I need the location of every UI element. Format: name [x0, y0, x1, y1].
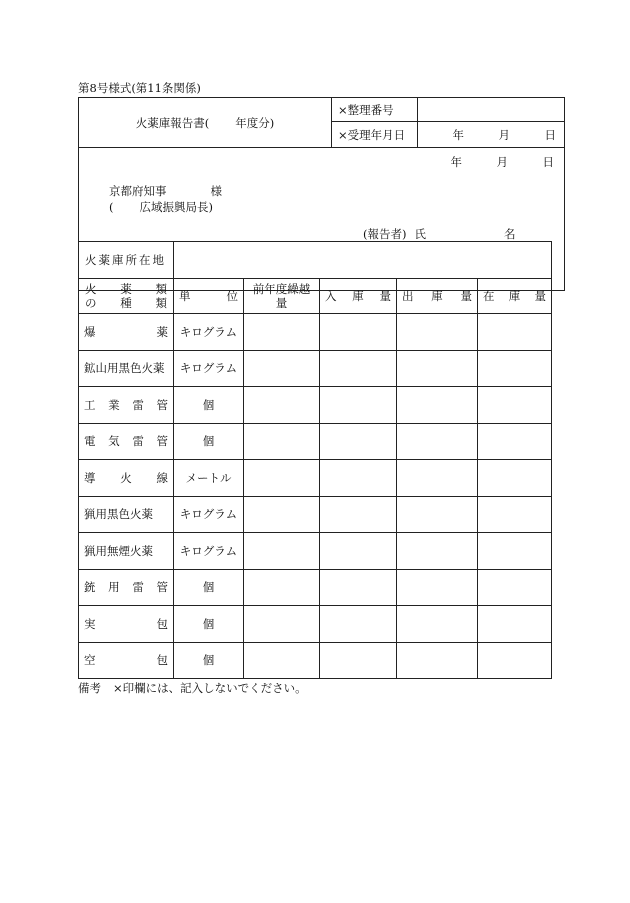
- received-year: 年: [452, 127, 464, 142]
- stock-cell[interactable]: [478, 423, 552, 460]
- paren-open: (: [109, 200, 114, 214]
- carryover-cell[interactable]: [244, 460, 320, 497]
- item-name-part: 雷: [132, 580, 144, 595]
- table-row: [79, 423, 552, 460]
- in-header-char: 庫: [352, 289, 364, 303]
- serial-number-label: ×整理番号: [332, 98, 418, 122]
- item-name: [79, 642, 174, 679]
- item-name-part: 包: [156, 616, 168, 631]
- item-name-part: 業: [108, 397, 120, 412]
- col-carryover-header: [244, 279, 320, 314]
- carryover-cell[interactable]: [244, 642, 320, 679]
- item-name: [79, 496, 174, 533]
- item-name: [79, 460, 174, 497]
- item-name: [79, 423, 174, 460]
- item-name-part: 雷: [132, 434, 144, 449]
- out-cell[interactable]: [397, 350, 478, 387]
- location-label: 火薬庫所在地: [79, 242, 174, 279]
- item-name-part: 線: [156, 470, 168, 485]
- stock-cell[interactable]: [478, 533, 552, 570]
- out-cell[interactable]: [397, 533, 478, 570]
- out-cell[interactable]: [397, 387, 478, 424]
- type-header-char: 種: [120, 296, 132, 310]
- stock-header-char: 量: [534, 289, 546, 303]
- in-cell[interactable]: [320, 460, 397, 497]
- unit-header-char: 位: [226, 289, 238, 303]
- in-cell[interactable]: [320, 533, 397, 570]
- col-stock-header: [478, 279, 552, 314]
- item-name-part: 導: [84, 470, 96, 485]
- name-label-2: 名: [503, 227, 516, 241]
- out-header-char: 庫: [431, 289, 443, 303]
- out-header-char: 出: [402, 289, 414, 303]
- received-day: 日: [544, 127, 556, 142]
- type-header-char: 類: [155, 282, 167, 296]
- received-date-field[interactable]: [418, 122, 565, 148]
- carryover-cell[interactable]: [244, 314, 320, 351]
- in-cell[interactable]: [320, 350, 397, 387]
- in-cell[interactable]: [320, 387, 397, 424]
- item-name-part: 猟用黒色火薬: [84, 507, 153, 522]
- stock-cell[interactable]: [478, 350, 552, 387]
- item-name: [79, 569, 174, 606]
- report-month: 月: [496, 155, 508, 169]
- reporter-line[interactable]: [363, 226, 515, 242]
- col-in-header: [320, 279, 397, 314]
- out-cell[interactable]: [397, 606, 478, 643]
- report-title: [79, 98, 332, 148]
- item-name-part: 用: [108, 580, 120, 595]
- item-name: [79, 606, 174, 643]
- out-cell[interactable]: [397, 569, 478, 606]
- table-row: [79, 533, 552, 570]
- in-cell[interactable]: [320, 423, 397, 460]
- note-text: ×印欄には、記入しないでください。: [113, 681, 307, 695]
- carryover-cell[interactable]: [244, 606, 320, 643]
- item-name-part: 管: [156, 434, 168, 449]
- col-unit-header: [174, 279, 244, 314]
- out-cell[interactable]: [397, 460, 478, 497]
- in-cell[interactable]: [320, 642, 397, 679]
- item-name-part: 管: [156, 397, 168, 412]
- stock-header-char: 庫: [508, 289, 521, 303]
- out-header-char: 量: [460, 289, 472, 303]
- report-title-fiscal-year: 年度分): [235, 115, 275, 130]
- addressee: [109, 183, 222, 215]
- carryover-cell[interactable]: [244, 423, 320, 460]
- in-header-char: 量: [379, 289, 391, 303]
- form-number: 第8号様式(第11条関係): [78, 81, 201, 95]
- carryover-header-line1: 前年度繰越: [252, 282, 311, 296]
- item-name-part: 火: [120, 470, 132, 485]
- item-name-part: 包: [156, 653, 168, 668]
- serial-number-field[interactable]: [418, 98, 565, 122]
- in-cell[interactable]: [320, 569, 397, 606]
- col-type-header: [79, 279, 174, 314]
- type-header-char: 火: [85, 282, 97, 296]
- in-cell[interactable]: [320, 314, 397, 351]
- carryover-cell[interactable]: [244, 496, 320, 533]
- carryover-cell[interactable]: [244, 569, 320, 606]
- carryover-cell[interactable]: [244, 533, 320, 570]
- unit-header-char: 単: [179, 289, 191, 303]
- item-name: [79, 350, 174, 387]
- item-name: [79, 387, 174, 424]
- item-name-part: 工: [84, 397, 96, 412]
- report-day: 日: [542, 155, 554, 169]
- stock-cell[interactable]: [478, 642, 552, 679]
- name-label-1: 氏: [414, 227, 426, 241]
- carryover-header-line2: 量: [275, 296, 288, 310]
- item-name-part: 空: [84, 653, 96, 668]
- item-name: [79, 314, 174, 351]
- item-name-part: 雷: [132, 397, 144, 412]
- item-unit: 個: [174, 642, 244, 679]
- in-header-char: 入: [325, 289, 337, 303]
- item-name-part: 管: [156, 580, 168, 595]
- honorific: 様: [210, 184, 222, 198]
- table-row: [79, 387, 552, 424]
- out-cell[interactable]: [397, 642, 478, 679]
- report-year: 年: [450, 155, 462, 169]
- type-header-char: 薬: [120, 282, 132, 296]
- table-row: [79, 496, 552, 533]
- item-name-part: 猟用無煙火薬: [84, 543, 153, 558]
- note: [78, 680, 307, 696]
- out-cell[interactable]: [397, 496, 478, 533]
- table-row: [79, 642, 552, 679]
- item-name-part: 薬: [156, 324, 168, 339]
- carryover-cell[interactable]: [244, 387, 320, 424]
- item-unit: メートル: [174, 460, 244, 497]
- out-cell[interactable]: [397, 423, 478, 460]
- reporter-label: (報告者): [363, 227, 407, 241]
- report-date[interactable]: [416, 154, 554, 170]
- item-name-part: 爆: [84, 324, 96, 339]
- stock-cell[interactable]: [478, 460, 552, 497]
- item-unit: 個: [174, 606, 244, 643]
- inventory-table: [78, 241, 552, 679]
- item-unit: 個: [174, 387, 244, 424]
- received-date-label: ×受理年月日: [332, 122, 418, 148]
- type-header-char: の: [85, 296, 97, 310]
- in-cell[interactable]: [320, 606, 397, 643]
- stock-cell[interactable]: [478, 314, 552, 351]
- stock-cell[interactable]: [478, 606, 552, 643]
- table-row: [79, 569, 552, 606]
- location-field[interactable]: [174, 242, 552, 279]
- type-header-char: 類: [155, 296, 167, 310]
- governor-label: 京都府知事: [109, 184, 167, 198]
- item-name-part: 鉱山用黒色火薬: [84, 361, 165, 376]
- table-row: [79, 460, 552, 497]
- item-unit: 個: [174, 569, 244, 606]
- item-unit: キログラム: [174, 533, 244, 570]
- item-unit: キログラム: [174, 314, 244, 351]
- bureau-label: 広域振興局長): [139, 200, 213, 214]
- received-month: 月: [498, 127, 510, 142]
- item-unit: キログラム: [174, 496, 244, 533]
- in-cell[interactable]: [320, 496, 397, 533]
- item-name-part: 電: [84, 434, 96, 449]
- col-out-header: [397, 279, 478, 314]
- stock-header-char: 在: [483, 289, 495, 303]
- out-cell[interactable]: [397, 314, 478, 351]
- stock-cell[interactable]: [478, 569, 552, 606]
- note-label: 備考: [78, 681, 101, 695]
- item-unit: 個: [174, 423, 244, 460]
- table-row: [79, 314, 552, 351]
- inventory-rows: [79, 314, 552, 679]
- item-name-part: 気: [108, 434, 120, 449]
- item-name: [79, 533, 174, 570]
- carryover-cell[interactable]: [244, 350, 320, 387]
- item-unit: キログラム: [174, 350, 244, 387]
- report-title-text: 火薬庫報告書(: [135, 115, 210, 130]
- item-name-part: 実: [84, 616, 96, 631]
- table-row: [79, 350, 552, 387]
- item-name-part: 銃: [84, 580, 96, 595]
- stock-cell[interactable]: [478, 387, 552, 424]
- table-row: [79, 606, 552, 643]
- stock-cell[interactable]: [478, 496, 552, 533]
